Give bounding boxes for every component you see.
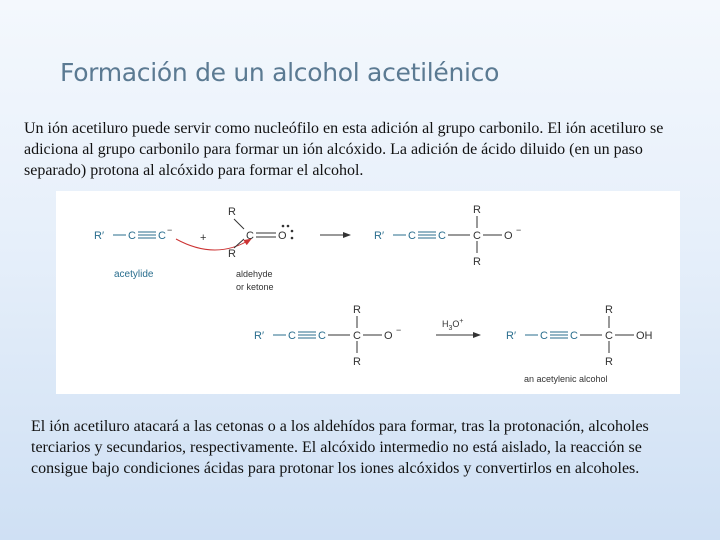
explanation-paragraph: El ión acetiluro atacará a las cetonas o a los aldehídos para formar, tras la protonación, alcoholes terciarios y secundarios, respectivamente. El alcóxido intermedio no está aislado, la reacción se consigue bajo condiciones ácidas para protonar los iones alcóxidos y convertirlos en alcoholes.	[31, 418, 649, 477]
r-group-label: R	[228, 206, 236, 218]
r-prime-label: R′	[506, 330, 517, 342]
reaction-scheme-figure	[56, 191, 680, 394]
carbon-label: C	[408, 230, 416, 242]
carbon-label: C	[438, 230, 446, 242]
r-prime-label: R′	[94, 230, 105, 242]
lone-pair-dot	[282, 225, 285, 228]
r-group-label: R	[473, 204, 481, 216]
plus-sign: +	[200, 232, 207, 244]
oxygen-label: O	[504, 230, 513, 242]
r-prime-label: R′	[254, 330, 265, 342]
oxygen-label: O	[278, 230, 287, 242]
bond	[234, 219, 244, 229]
carbon-label: C	[353, 330, 361, 342]
reagent-label: $H_3O^+$	[442, 318, 464, 332]
lone-pair-dot	[291, 237, 294, 240]
charge-minus: −	[167, 225, 173, 235]
curved-arrow	[176, 239, 251, 250]
intro-paragraph: Un ión acetiluro puede servir como nucleófilo en esta adición al grupo carbonilo. El ión acetiluro se adiciona al grupo carbonilo para formar un ión alcóxido. La adición de ácido diluido (en un paso separado) protona al alcóxido para formar el alcohol.	[24, 120, 664, 179]
carbon-label: C	[473, 230, 481, 242]
product-caption: an acetylenic alcohol	[524, 374, 608, 384]
slide-title: Formación de un alcohol acetilénico	[60, 58, 500, 87]
r-group-label: R	[353, 304, 361, 316]
ketone-caption: or ketone	[236, 282, 274, 292]
charge-minus: −	[396, 325, 402, 335]
oxygen-label: O	[384, 330, 393, 342]
hydroxyl-label: OH	[636, 330, 653, 342]
reaction-scheme-svg	[56, 191, 680, 394]
r-group-label: R	[353, 356, 361, 368]
carbon-label: C	[318, 330, 326, 342]
carbon-label: C	[158, 230, 166, 242]
carbon-label: C	[288, 330, 296, 342]
carbon-label: C	[605, 330, 613, 342]
carbon-label: C	[246, 230, 254, 242]
charge-minus: −	[516, 225, 522, 235]
lone-pair-dot	[291, 230, 294, 233]
r-group-label: R	[605, 356, 613, 368]
aldehyde-caption: aldehyde	[236, 269, 273, 279]
r-group-label: R	[473, 256, 481, 268]
carbon-label: C	[540, 330, 548, 342]
r-prime-label: R′	[374, 230, 385, 242]
r-group-label: R	[228, 248, 236, 260]
acetylide-caption: acetylide	[114, 269, 154, 280]
lone-pair-dot	[287, 225, 290, 228]
r-group-label: R	[605, 304, 613, 316]
carbon-label: C	[570, 330, 578, 342]
carbon-label: C	[128, 230, 136, 242]
